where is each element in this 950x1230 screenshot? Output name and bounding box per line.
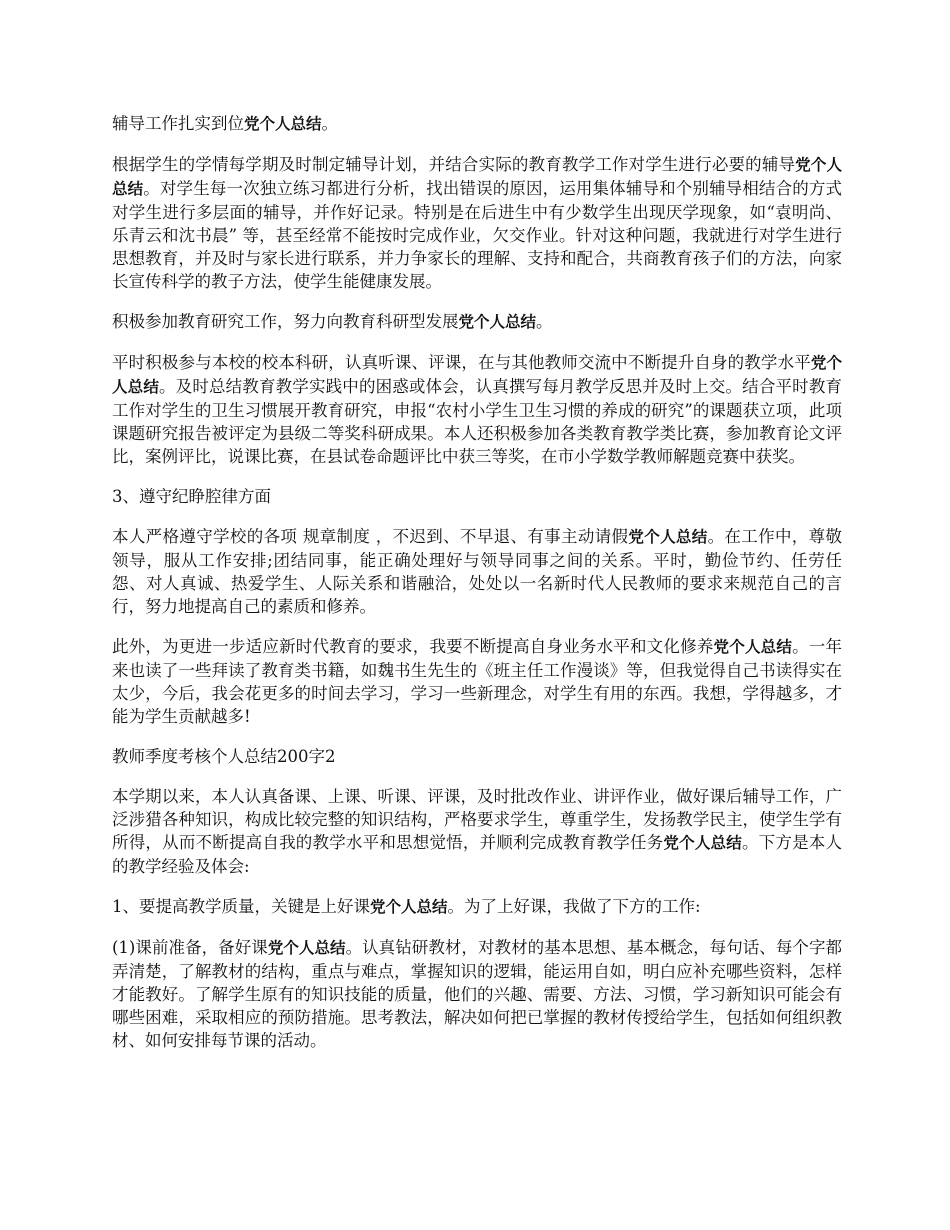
- paragraph-9: [112, 785, 842, 878]
- paragraph-text: 。一年来也读了一些拜读了教育类书籍，如魏书生先生的《班主任工作漫谈》等，但我觉得自己书读得实在太少，今后，我会花更多的时间去学习，学习一些新理念，对学生有用的东西。我想，学得越多，才能为学生贡献越多!: [112, 637, 842, 726]
- keyword-bold: 党个人总结: [458, 313, 537, 331]
- paragraph-text: 。为了上好课，我做了下方的工作:: [447, 897, 701, 916]
- document-page: [112, 112, 842, 1069]
- paragraph-text: 此外，为更进一步适应新时代教育的要求，我要不断提高自身业务水平和文化修养: [112, 637, 714, 656]
- keyword-bold: 党个人总结: [628, 528, 708, 546]
- paragraph-text: 。在工作中，尊敬领导，服从工作安排;团结同事，能正确处理好与领导同事之间的关系。平时，勤俭节约、任劳任怨、对人真诚、热爱学生、人际关系和谐融洽，处处以一名新时代人民教师的要求来规范自己的言行，努力地提高自己的素质和修养。: [112, 527, 842, 616]
- paragraph-text: 1、要提高教学质量，关键是上好课: [112, 897, 370, 916]
- keyword-bold: 党个人总结: [267, 939, 346, 957]
- section-heading-summary-2: [112, 745, 842, 768]
- paragraph-text: 。: [536, 312, 553, 331]
- paragraph-text: 3、遵守纪睁腔律方面: [112, 487, 271, 506]
- paragraph-3: [112, 310, 842, 334]
- paragraph-1: [112, 112, 842, 136]
- paragraph-text: 。对学生每一次独立练习都进行分析，找出错误的原因，运用集体辅导和个别辅导相结合的方式对学生进行多层面的辅导，并作好记录。特别是在后进生中有少数学生出现厌学现象，如“袁明尚、乐青云和沈书晨” 等，甚至经常不能按时完成作业，欠交作业。针对这种问题，我就进行对学生进行思想教育，并及时与家长进行联系，并力争家长的理解、支持和配合，共商教育孩子们的方法，向家长宣传科学的教子方法，使学生能健康发展。: [112, 179, 842, 291]
- paragraph-text: 辅导工作扎实到位: [112, 114, 244, 133]
- section-heading-discipline: [112, 485, 842, 508]
- paragraph-text: 。认真钻研教材，对教材的基本思想、基本概念，每句话、每个字都弄清楚，了解教材的结构，重点与难点，掌握知识的逻辑，能运用自如，明白应补充哪些资料，怎样才能教好。了解学生原有的知识技能的质量，他们的兴趣、需要、方法、习惯，学习新知识可能会有哪些困难，采取相应的预防措施。思考教法，解决如何把已掌握的教材传授给学生，包括如何组织教材、如何安排每节课的活动。: [112, 938, 843, 1050]
- keyword-bold: 党个人总结: [112, 354, 842, 396]
- paragraph-text: 本人严格遵守学校的各项 规章制度 ，不迟到、不早退、有事主动请假: [112, 527, 629, 546]
- paragraph-11: [112, 936, 842, 1052]
- keyword-bold: 党个人总结: [370, 898, 448, 916]
- paragraph-text: (1)课前准备，备好课: [112, 938, 268, 957]
- paragraph-text: 。下方是本人的教学经验及体会:: [112, 833, 842, 876]
- paragraph-text: 本学期以来，本人认真备课、上课、听课、评课，及时批改作业、讲评作业，做好课后辅导工作，广泛涉猎各种知识，构成比较完整的知识结构，严格要求学生，尊重学生，发扬教学民主，使学生学有所得，从而不断提高自我的教学水平和思想觉悟，并顺利完成教育教学任务: [112, 787, 842, 852]
- paragraph-2: [112, 153, 842, 293]
- keyword-bold: 党个人总结: [713, 638, 793, 656]
- keyword-bold: 党个人总结: [112, 156, 842, 198]
- paragraph-text: 平时积极参与本校的校本科研，认真听课、评课，在与其他教师交流中不断提升自身的教学水平: [112, 353, 811, 372]
- keyword-bold: 党个人总结: [244, 115, 322, 133]
- paragraph-text: 根据学生的学情每学期及时制定辅导计划，并结合实际的教育教学工作对学生进行必要的辅导: [112, 155, 796, 174]
- paragraph-text: 。: [321, 114, 339, 133]
- paragraph-4: [112, 351, 842, 468]
- keyword-bold: 党个人总结: [663, 834, 742, 852]
- paragraph-text: 教师季度考核个人总结200字2: [112, 747, 336, 766]
- paragraph-text: 积极参加教育研究工作，努力向教育科研型发展: [112, 312, 459, 331]
- paragraph-7: [112, 635, 842, 728]
- paragraph-10: [112, 895, 842, 919]
- paragraph-6: [112, 525, 842, 618]
- paragraph-text: 。及时总结教育教学实践中的困惑或体会，认真撰写每月教学反思并及时上交。结合平时教育工作对学生的卫生习惯展开教育研究，申报“农村小学生卫生习惯的养成的研究”的课题获立项，此项课题研究报告被评定为县级二等奖科研成果。本人还积极参加各类教育教学类比赛，参加教育论文评比，案例评比，说课比赛，在县试卷命题评比中获三等奖，在市小学数学教师解题竞赛中获奖。: [112, 377, 842, 466]
